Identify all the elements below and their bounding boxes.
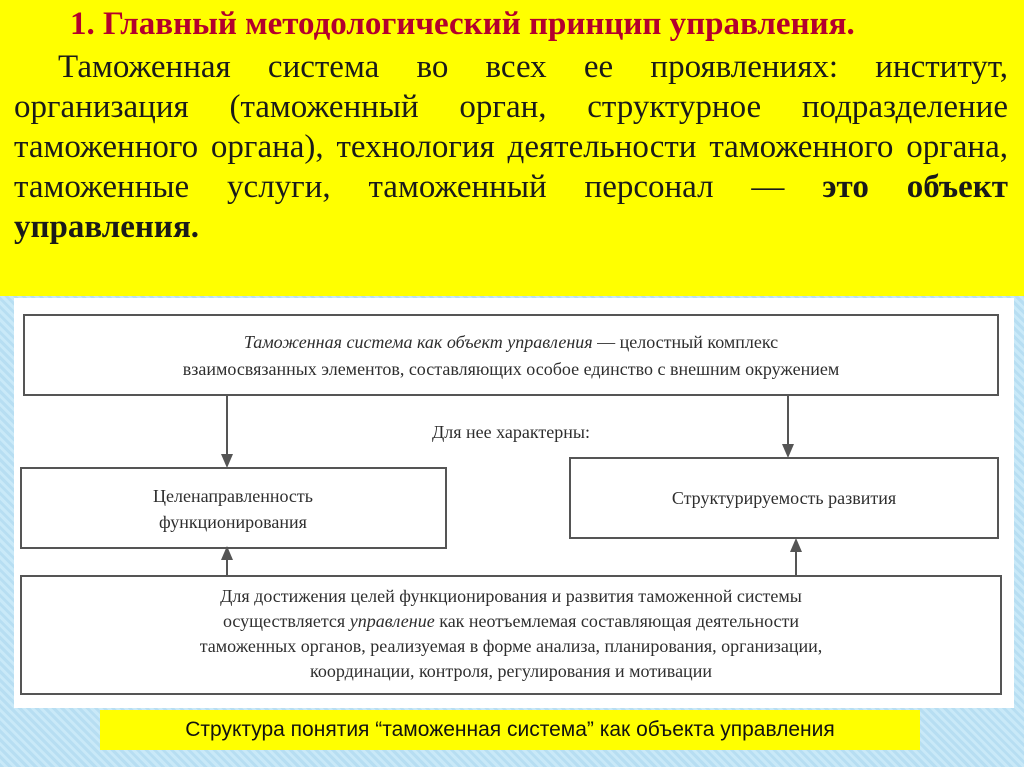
left-box-line1: Целенаправленность [153, 486, 313, 506]
slide-paragraph [14, 47, 1008, 247]
top-box-line2: взаимосвязанных элементов, составляющих особое единство с внешним окружением [182, 359, 840, 379]
diagram-svg [14, 298, 1014, 708]
paragraph-bold: это объект управления. [14, 169, 1008, 245]
middle-label: Для нее характерны: [432, 422, 590, 442]
arrowhead-top-to-right [782, 444, 794, 458]
left-box-line2: функционирования [159, 512, 307, 532]
bottom-box-line4: координации, контроля, регулирования и мотивации [310, 661, 712, 681]
paragraph-regular: Таможенная система во всех ее проявлениях: институт, организация (таможенный орган, структурное подразделение таможенного органа), технология деятельности таможенного органа, таможенные услуги, таможенный персонал — [14, 49, 1008, 205]
bottom-box-line3: таможенных органов, реализуемая в форме анализа, планирования, организации, [199, 636, 823, 656]
bottom-box-line2: осуществляется управление как неотъемлемая составляющая деятельности [222, 611, 800, 631]
slide-heading: 1. Главный методологический принцип управления. [70, 6, 855, 42]
left-box [21, 468, 446, 548]
text-panel [0, 0, 1024, 296]
right-box-line1: Структурируемость развития [671, 488, 897, 508]
diagram [14, 298, 1014, 708]
diagram-caption: Структура понятия “таможенная система” как объекта управления [100, 710, 920, 750]
arrowhead-bottom-to-right [790, 538, 802, 552]
bottom-box-line1: Для достижения целей функционирования и развития таможенной системы [220, 586, 802, 606]
top-box [24, 315, 998, 395]
arrowhead-top-to-left [221, 454, 233, 468]
top-box-line1: Таможенная система как объект управления — целостный комплекс [243, 332, 779, 352]
